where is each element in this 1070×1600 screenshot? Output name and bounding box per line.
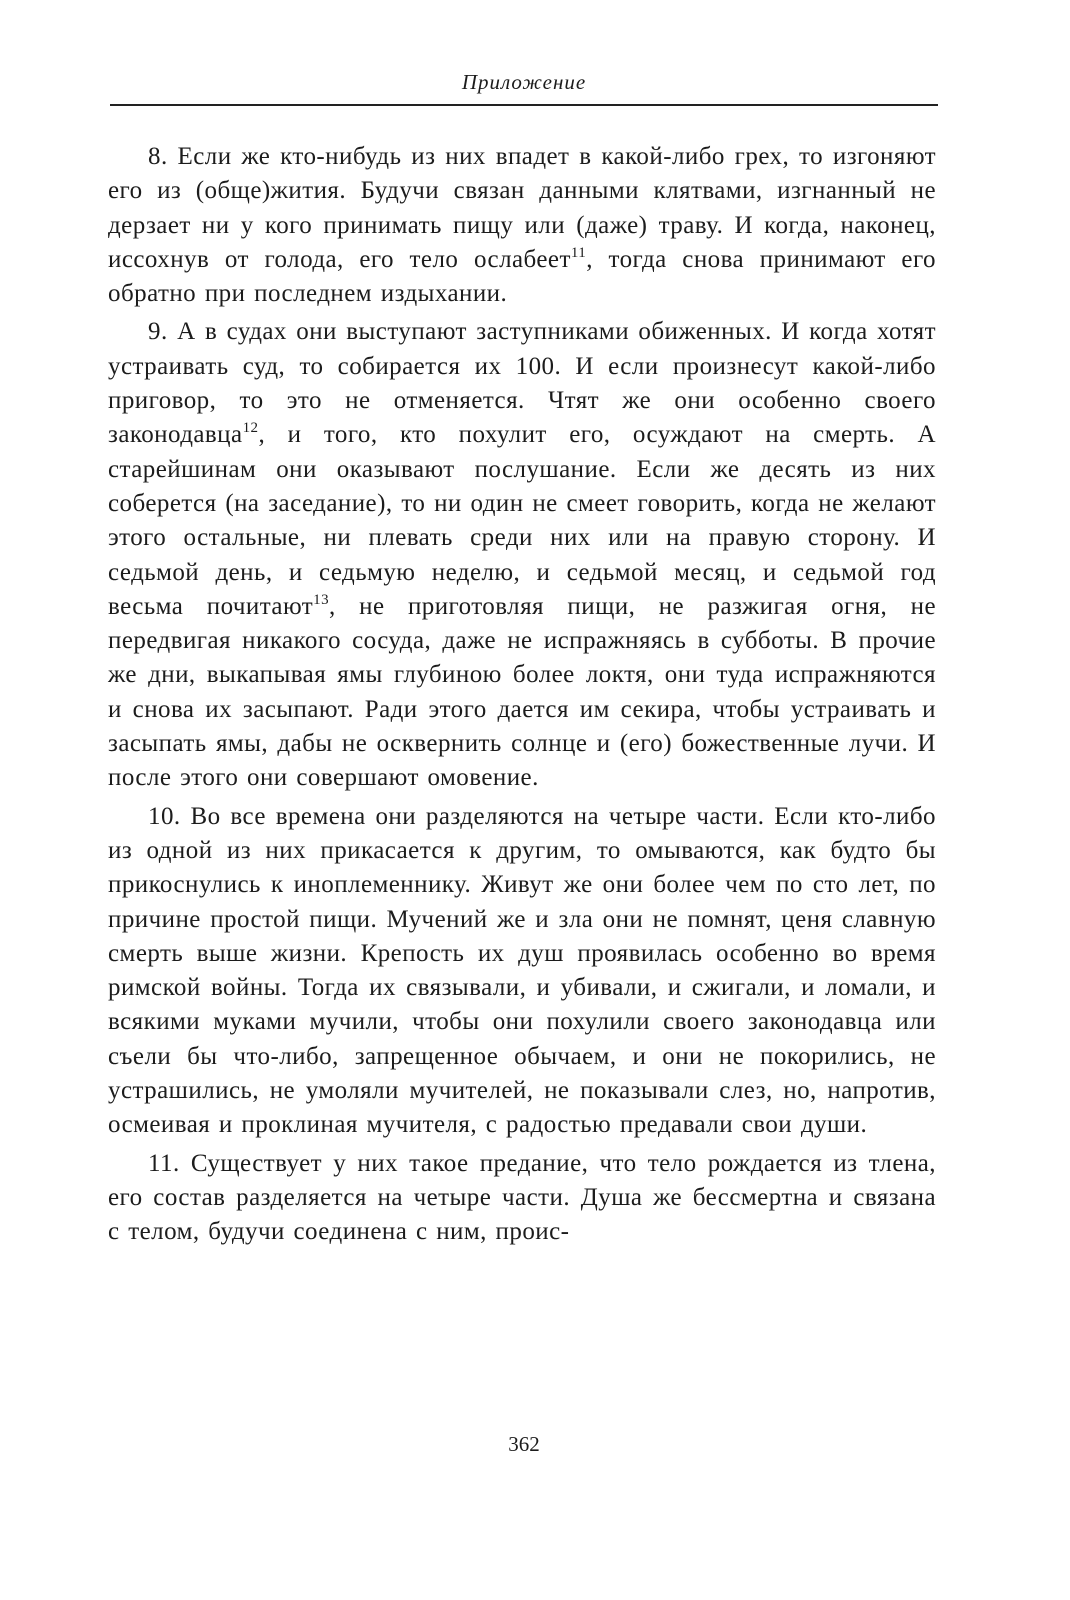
page-number: 362 (508, 1432, 540, 1456)
paragraph-text: Во все времена они разделяются на четыре части. Если кто-либо из одной из них прикасается к другим, то омываются, как будто бы прикоснулись к иноплеменнику. Живут же они более чем по сто лет, по причине простой пищи. Мучений же и зла они не помнят, ценя славную смерть выше жизни. Крепость их душ проявилась особенно во время римской войны. Тогда их связывали, и убивали, и сжигали, и ломали, и всякими муками мучили, чтобы они похулили своего законодавца или съели бы что-либо, запрещенное обычаем, и они не покорились, не устрашились, не умоляли мучителей, не показывали слез, но, напротив, осмеивая и проклиная мучителя, с радостью предавали свои души. (108, 802, 936, 1139)
paragraph (108, 140, 936, 311)
footnote-ref: 13 (313, 591, 330, 608)
paragraph-number: 8. (148, 143, 168, 170)
paragraph-text: Если же кто-нибудь из них впадет в какой-либо грех, то изгоняют его из (обще)жития. Будучи связан данными клятвами, изгнанный не дерзает ни у кого принимать пищу или (даже) траву. И когда, наконец, иссохнув от голода, его тело ослабеет (108, 143, 936, 273)
footnote-ref: 11 (570, 244, 587, 261)
paragraph-number: 11. (148, 1149, 180, 1177)
running-head-title: Приложение (461, 70, 587, 94)
paragraph-number: 10. (148, 802, 181, 830)
paragraph-text: Существует у них такое предание, что тело рождается из тлена, его состав разделяется на четыре части. Душа же бессмертна и связана с телом, будучи соединена с ним, проис- (108, 1149, 936, 1246)
paragraph (108, 315, 936, 795)
paragraph-text: , тогда снова принимают его обратно при последнем издыхании. (108, 245, 936, 308)
header-rule (110, 104, 938, 106)
paragraph-number: 9. (148, 318, 168, 346)
paragraph (108, 800, 936, 1143)
paragraph-text: , и того, кто похулит его, осуждают на смерть. А старейшинам они оказывают послушание. Если же десять из них соберется (на заседание), то ни один не смеет говорить, когда не желают этого остальные, ни плевать среди них или на правую сторону. И седьмой день, и седьмую неделю, и седьмой месяц, и седьмой год весьма почитают (108, 421, 936, 620)
paragraph-text: , не приготовляя пищи, не разжигая огня, не передвигая никакого сосуда, даже не испражняясь в субботы. В прочие же дни, выкапывая ямы глубиною более локтя, они туда испражняются и снова их засыпают. Ради этого дается им секира, чтобы устраивать и засыпать ямы, дабы не осквернить солнце и (его) божественные лучи. И после этого они совершают омовение. (108, 592, 936, 792)
footnote-ref: 12 (242, 420, 259, 437)
paragraph (108, 1147, 936, 1250)
paragraph-text: А в судах они выступают заступниками обиженных. И когда хотят устраивать суд, то собирается их 100. И если произнесут какой-либо приговор, то это не отменяется. Чтят же они особенно своего законодавца (108, 318, 936, 449)
body-text (108, 140, 936, 1254)
